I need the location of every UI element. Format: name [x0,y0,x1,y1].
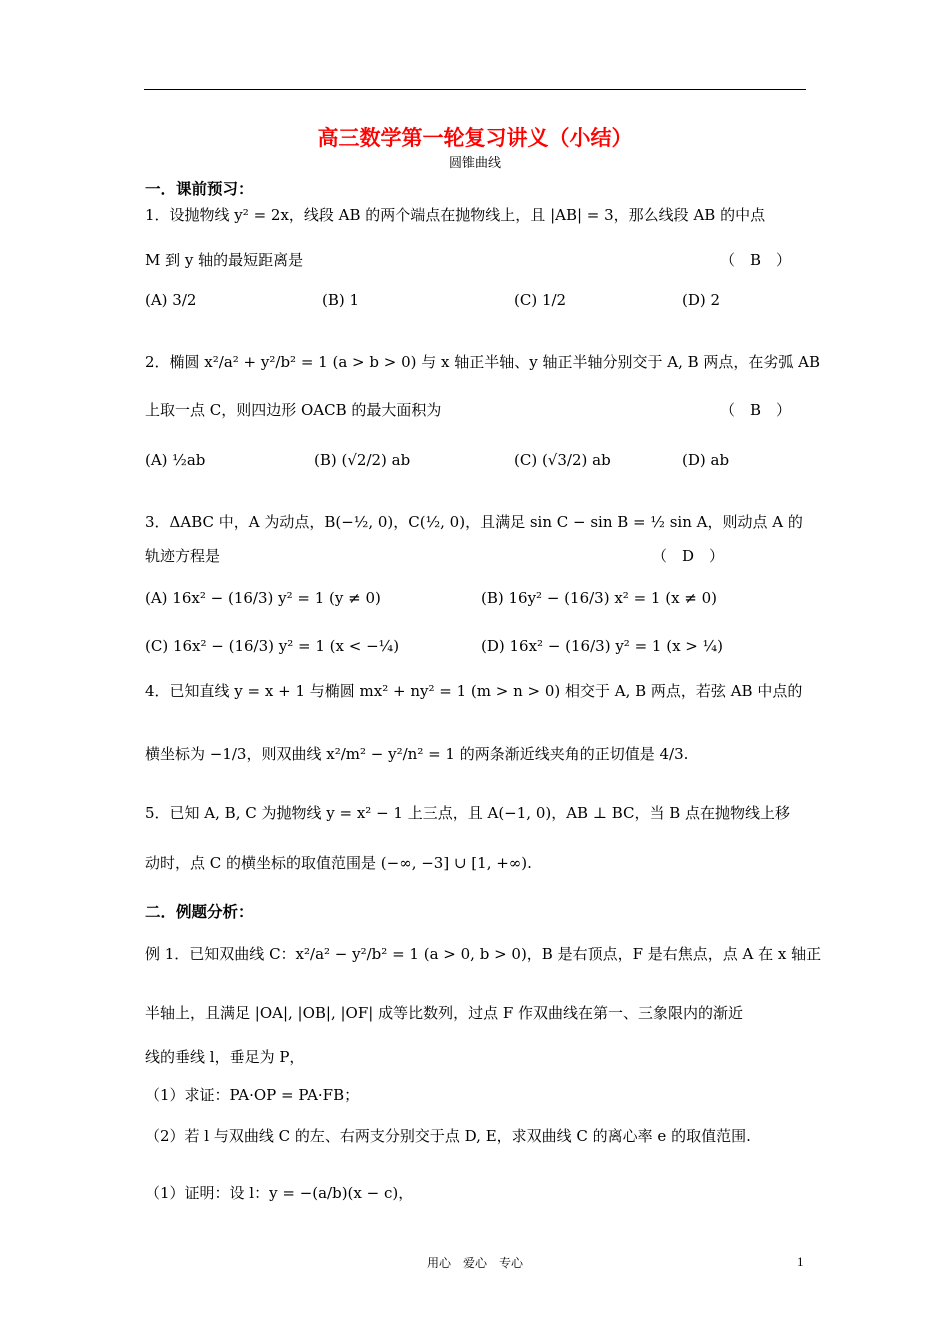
q2-line1: 2．椭圆 x²/a² + y²/b² = 1 (a > b > 0) 与 x 轴正半轴、y 轴正半轴分别交于 A, B 两点，在劣弧 AB [145,353,821,371]
q1-line1: 1．设抛物线 y² = 2x，线段 AB 的两个端点在抛物线上，且 |AB| = 3，那么线段 AB 的中点 [145,206,766,224]
q1-choice-c: (C) 1/2 [514,291,567,309]
q4-line2: 横坐标为 −1/3，则双曲线 x²/m² − y²/n² = 1 的两条渐近线夹角的正切值是 4/3. [145,745,689,763]
q5-line2: 动时，点 C 的横坐标的取值范围是 (−∞, −3] ∪ [1, +∞). [145,854,532,872]
q2-line2: 上取一点 C，则四边形 OACB 的最大面积为 [145,401,442,419]
q2-answer: （ B ） [720,401,792,419]
ex1-proof: （1）证明：设 l：y = −(a/b)(x − c)， [145,1184,414,1202]
ex1-part1: （1）求证：PA·OP = PA·FB； [145,1086,360,1104]
q3-line1: 3．ΔABC 中，A 为动点，B(−½, 0)，C(½, 0)，且满足 sin C − sin B = ½ sin A，则动点 A 的 [145,513,803,531]
ex1-line2: 半轴上，且满足 |OA|, |OB|, |OF| 成等比数列，过点 F 作双曲线在第一、三象限内的渐近 [145,1004,744,1022]
q2-choice-a: (A) ½ab [145,451,206,469]
q3-choice-c: (C) 16x² − (16/3) y² = 1 (x < −¼) [145,637,400,655]
q5-line1: 5．已知 A, B, C 为抛物线 y = x² − 1 上三点，且 A(−1, 0)，AB ⊥ BC，当 B 点在抛物线上移 [145,804,791,822]
ex1-line1: 例 1．已知双曲线 C：x²/a² − y²/b² = 1 (a > 0, b > 0)，B 是右顶点，F 是右焦点，点 A 在 x 轴正 [145,945,822,963]
q2-choice-c: (C) (√3/2) ab [514,451,611,469]
q1-choice-b: (B) 1 [322,291,360,309]
page-number: 1 [797,1254,804,1269]
q3-line2: 轨迹方程是 [145,547,221,565]
section-heading-preview: 一．课前预习： [145,180,254,198]
q3-answer: （ D ） [652,547,725,565]
q3-choice-a: (A) 16x² − (16/3) y² = 1 (y ≠ 0) [145,589,381,607]
ex1-part2: （2）若 l 与双曲线 C 的左、右两支分别交于点 D, E，求双曲线 C 的离心率 e 的取值范围. [145,1127,751,1145]
q1-answer: （ B ） [720,251,792,269]
page-subtitle: 圆锥曲线 [448,156,501,171]
q1-choice-d: (D) 2 [682,291,721,309]
ex1-line3: 线的垂线 l，垂足为 P， [145,1048,305,1066]
section-heading-examples: 二．例题分析： [145,903,254,921]
page-footer: 用心 爱心 专心 [426,1256,523,1270]
q1-line2: M 到 y 轴的最短距离是 [145,251,304,269]
q2-choice-b: (B) (√2/2) ab [314,451,411,469]
q3-choice-b: (B) 16y² − (16/3) x² = 1 (x ≠ 0) [481,589,718,607]
q2-choice-d: (D) ab [682,451,730,469]
q4-line1: 4．已知直线 y = x + 1 与椭圆 mx² + ny² = 1 (m > n > 0) 相交于 A, B 两点，若弦 AB 中点的 [145,682,803,700]
page-title: 高三数学第一轮复习讲义（小结） [317,126,633,150]
header-rule [144,89,806,90]
q3-choice-d: (D) 16x² − (16/3) y² = 1 (x > ¼) [481,637,724,655]
q1-choice-a: (A) 3/2 [145,291,197,309]
